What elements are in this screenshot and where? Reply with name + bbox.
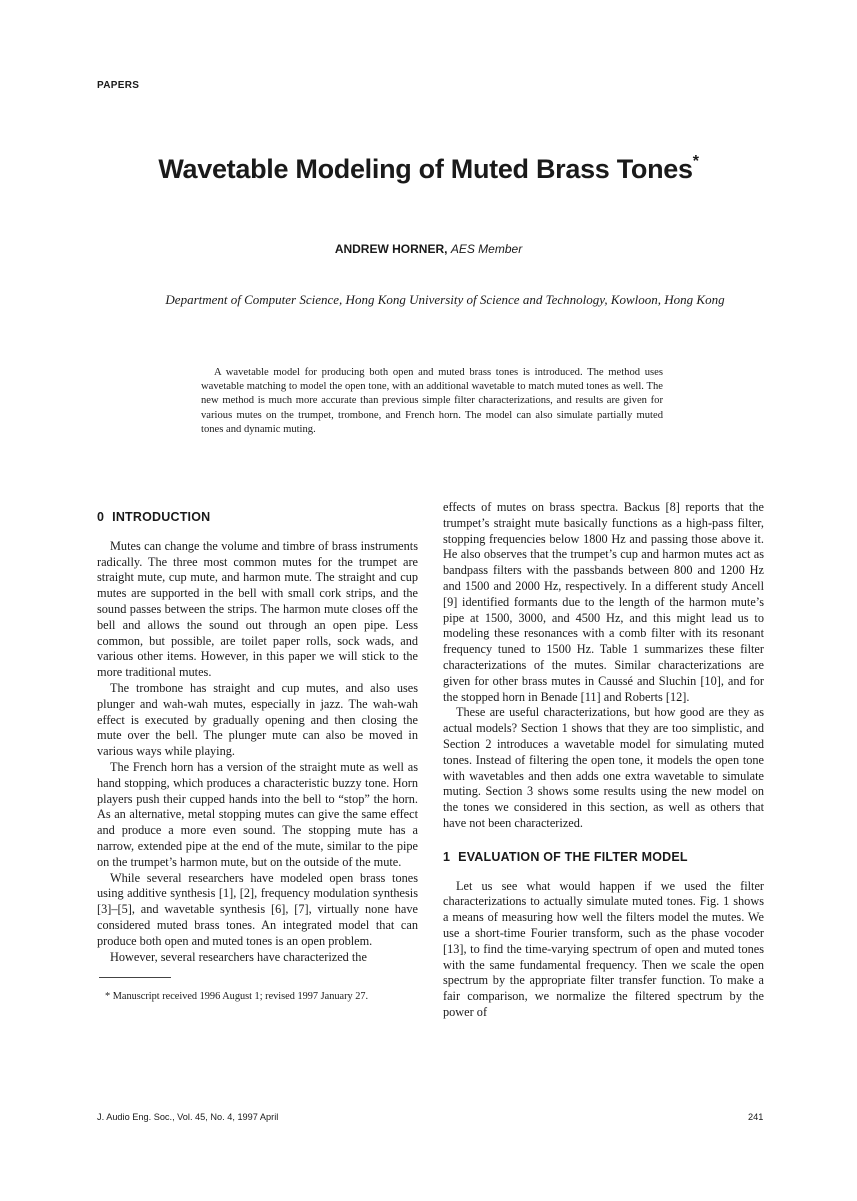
author-line [0, 242, 857, 256]
left-column [97, 510, 418, 1003]
intro-paragraph-6: These are useful characterizations, but how good are they as actual models? Section 1 shows that they are too simplistic, and Section 2 introduces a wavetable model for simulating muted tones. Instead of filtering the open tone, it models the open tone with wavetables and then adds one extra wavetable to simulate muting. Section 3 shows some results using the new model on the tones we considered in this section, as well as others that have not been characterized. [443, 705, 764, 830]
paper-title-text: Wavetable Modeling of Muted Brass Tones [158, 154, 693, 184]
abstract-text: A wavetable model for producing both open and muted brass tones is introduced. The method uses wavetable matching to model the open tone, with an additional wavetable to match muted tones as well. The new method is much more accurate than previous simple filter characterizations, and results are given for various mutes on the trumpet, trombone, and French horn. The model can also simulate partially muted tones and dynamic muting. [201, 367, 663, 435]
footnote-rule [99, 977, 171, 978]
paper-title [0, 154, 857, 185]
affiliation: Department of Computer Science, Hong Kong University of Science and Technology, Kowloon, Hong Kong [165, 292, 725, 307]
section-number: 1 [443, 849, 451, 864]
author-membership: AES Member [450, 242, 523, 256]
intro-paragraph-continued: effects of mutes on brass spectra. Backus [8] reports that the trumpet’s straight mute basically functions as a high-pass filter, stopping frequencies below 1800 Hz and passing those above it. He also observes that the trumpet’s cup and harmon mutes act as bandpass filters with the passbands between 800 and 1200 Hz and 1500 and 2000 Hz, respectively. In a different study Ancell [9] identified formants due to the length of the harmon mute’s pipe at 1500, 3000, and 4500 Hz, and this might lead us to modeling these resonances with a comb filter with its resonant frequency tuned to 1500 Hz. Table 1 summarizes these filter characterizations of the mutes. Similar characterizations are given for other brass mutes in Caussé and Sluchin [10], and for the stopped horn in Benade [11] and Roberts [12]. [443, 500, 764, 704]
section-title: INTRODUCTION [112, 510, 211, 524]
author-name: ANDREW HORNER, [334, 242, 448, 256]
intro-paragraph-5: However, several researchers have characterized the [110, 949, 367, 964]
page-number: 241 [748, 1112, 764, 1122]
right-column [443, 500, 764, 1021]
intro-paragraph-4: While several researchers have modeled open brass tones using additive synthesis [1], [2], frequency modulation synthesis [3]–[5], and wavetable synthesis [6], [7], virtually none have considered muted brass tones. An integrated model that can produce both open and muted tones is an open problem. [97, 870, 418, 948]
intro-paragraph-2: The trombone has straight and cup mutes, and also uses plunger and wah-wah mutes, especially in jazz. The wah-wah effect is executed by gradually opening and then closing the mute over the bell. The plunger mute can also be moved in various ways while playing. [97, 680, 418, 759]
section-title: EVALUATION OF THE FILTER MODEL [458, 849, 688, 864]
journal-citation: J. Audio Eng. Soc., Vol. 45, No. 4, 1997 April [97, 1112, 279, 1122]
section-heading-introduction [97, 510, 418, 526]
evaluation-paragraph-1: Let us see what would happen if we used the filter characterizations to actually simulate muted tones. Fig. 1 shows a means of measuring how well the filters model the mutes. We use a short-time Fourier transform, such as the phase vocoder [13], to find the time-varying spectrum of open and muted tones with the same fundamental frequency. Then we scale the open spectrum by the appropriate filter transfer function. To make a fair comparison, we normalize the filtered spectrum by the power of [443, 878, 764, 1019]
intro-paragraph-1: Mutes can change the volume and timbre of brass instruments radically. The three most common mutes for the trumpet are straight mute, cup mute, and harmon mute. The straight and cup mutes are supported in the bell with small cork strips, and the sound passes between the strips. The harmon mute closes off the bell and allows the sound out through an open pipe. Less common, but possible, are toilet paper rolls, sock wads, and various other items. However, in this paper we will stick to the more traditional mutes. [97, 538, 418, 680]
section-number: 0 [97, 510, 105, 524]
section-spacer [443, 832, 764, 850]
intro-paragraph-3: The French horn has a version of the straight mute as well as hand stopping, which produces a characteristic buzzy tone. Horn players push their cupped hands into the bell to “stop” the horn. As an alternative, metal stopping mutes can give the same effect and produce a more even sound. The stopping mute has a narrow, extended pipe at the end of the mute, similar to the pipe on the trumpet’s harmon mute, but on the outside of the mute. [97, 759, 418, 869]
section-heading-evaluation [443, 850, 764, 866]
title-footnote-mark: * [692, 153, 699, 170]
abstract [201, 366, 663, 437]
running-head: PAPERS [97, 80, 140, 91]
footnote: * Manuscript received 1996 August 1; revised 1997 January 27. [105, 991, 369, 1003]
